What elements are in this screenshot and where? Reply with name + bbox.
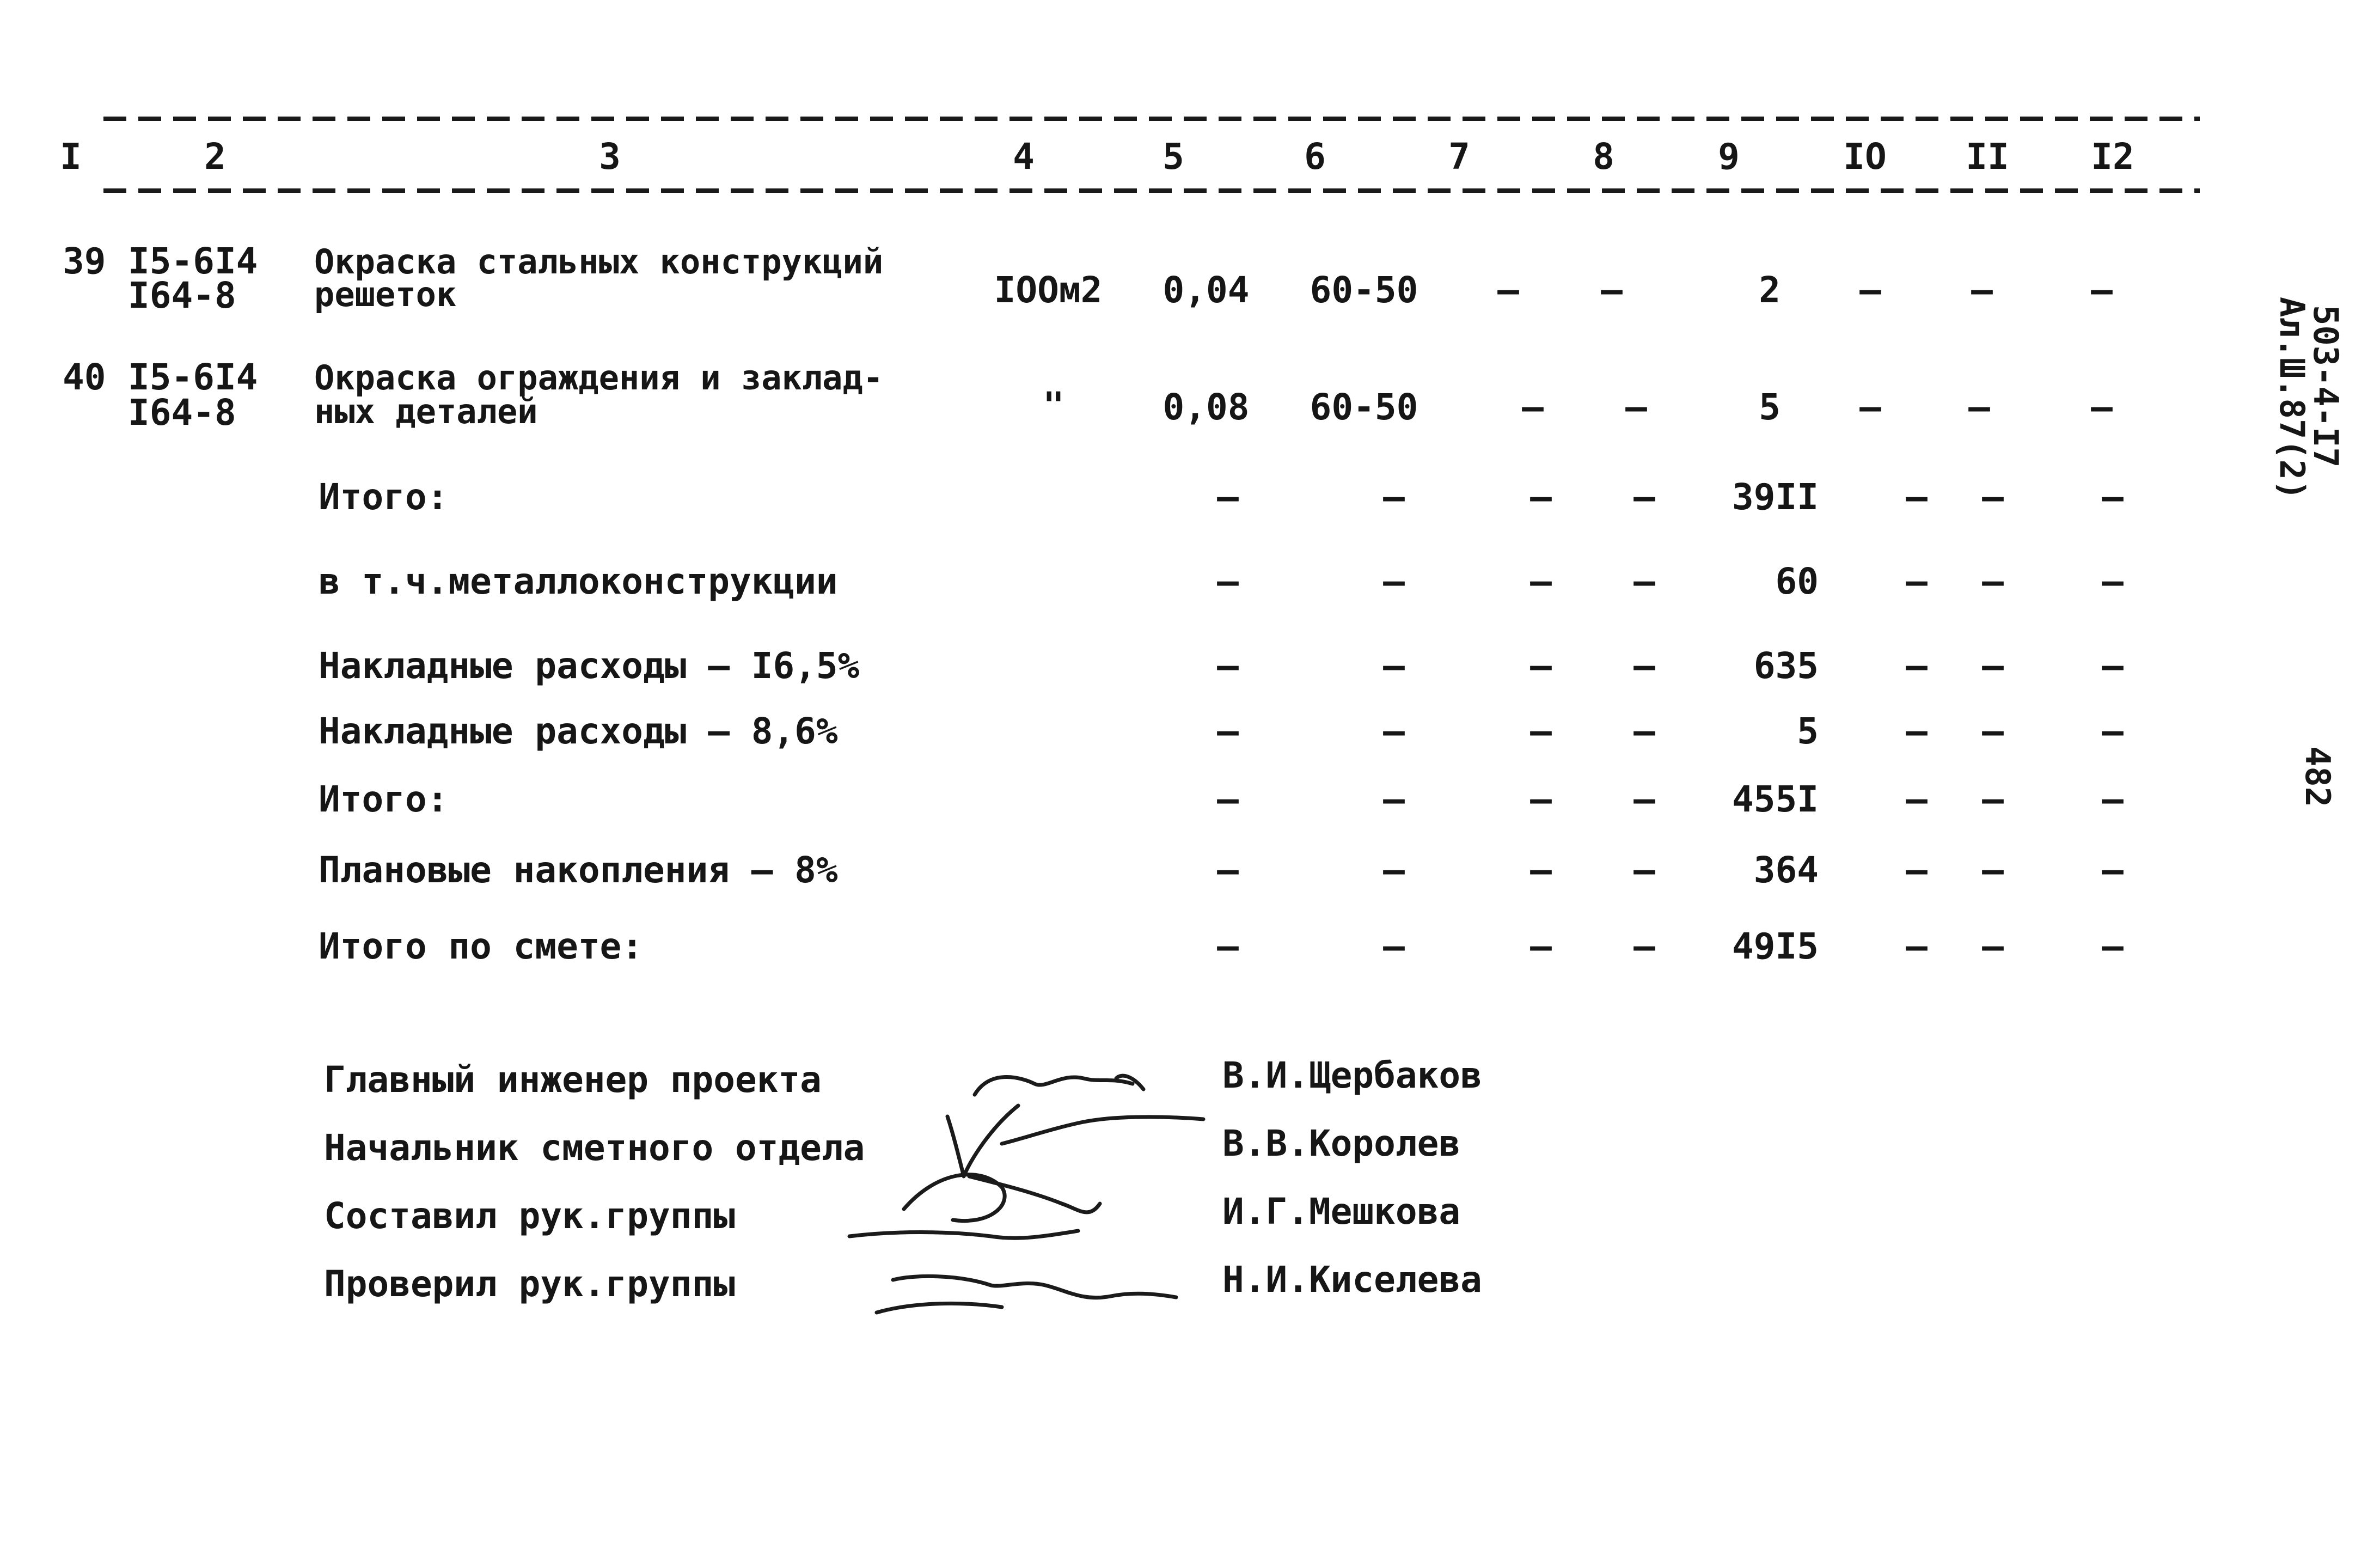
totals-c12: – (2102, 925, 2124, 967)
page-number: 482 (2298, 746, 2338, 807)
totals-c7: – (1530, 925, 1552, 967)
totals-c5: – (1217, 645, 1239, 687)
row-number: 40 (63, 356, 106, 398)
totals-c9: 455I (1732, 778, 1819, 820)
totals-c7: – (1530, 778, 1552, 820)
col-header-1: I (60, 136, 82, 178)
totals-c8: – (1633, 849, 1655, 891)
col-header-6: 6 (1304, 136, 1326, 178)
row-description: ных деталей (314, 392, 538, 431)
signature-name: В.В.Королев (1222, 1122, 1461, 1164)
row-col10: – (1859, 386, 1881, 428)
totals-c6: – (1383, 645, 1405, 687)
totals-c6: – (1383, 710, 1405, 752)
row-code: I5-6I4 (128, 240, 258, 282)
col-header-2: 2 (204, 136, 226, 178)
signature-role: Составил рук.группы (324, 1195, 735, 1237)
row-col12: – (2091, 386, 2113, 428)
document-code: 503-4-I7 (2306, 305, 2346, 468)
col-header-8: 8 (1593, 136, 1614, 178)
totals-c8: – (1633, 645, 1655, 687)
totals-c12: – (2102, 710, 2124, 752)
row-col8: – (1625, 386, 1647, 428)
totals-c6: – (1383, 925, 1405, 967)
totals-c11: – (1982, 778, 2004, 820)
col-header-10: IO (1843, 136, 1887, 178)
totals-c12: – (2102, 849, 2124, 891)
totals-c12: – (2102, 476, 2124, 518)
totals-c11: – (1982, 476, 2004, 518)
row-col7: – (1497, 269, 1519, 311)
row-col7: – (1522, 386, 1544, 428)
totals-c9: 635 (1753, 645, 1819, 687)
totals-label: Итого по смете: (319, 925, 644, 967)
totals-c10: – (1906, 849, 1928, 891)
col-header-9: 9 (1718, 136, 1740, 178)
totals-label: Плановые накопления – 8% (319, 849, 838, 891)
handwritten-signatures (828, 1046, 1209, 1351)
signature-role: Проверил рук.группы (324, 1263, 735, 1305)
totals-c8: – (1633, 778, 1655, 820)
totals-c12: – (2102, 560, 2124, 602)
row-col8: – (1601, 269, 1623, 311)
signature-role: Начальник сметного отдела (324, 1127, 865, 1169)
totals-c11: – (1982, 925, 2004, 967)
totals-label: Накладные расходы – 8,6% (319, 710, 838, 752)
totals-c11: – (1982, 849, 2004, 891)
totals-label: Накладные расходы – I6,5% (319, 645, 860, 687)
totals-label: в т.ч.металлоконструкции (319, 560, 838, 602)
album-reference: Ал.Ш.87(2) (2272, 297, 2312, 501)
row-unit: " (1043, 385, 1064, 426)
totals-c9: 60 (1775, 560, 1819, 602)
col-header-3: 3 (599, 136, 621, 178)
totals-c12: – (2102, 645, 2124, 687)
col-header-5: 5 (1163, 136, 1184, 178)
header-top-rule (103, 117, 2200, 121)
totals-label: Итого: (319, 476, 449, 518)
totals-c5: – (1217, 925, 1239, 967)
col-header-4: 4 (1013, 136, 1035, 178)
row-quantity: 0,08 (1163, 386, 1250, 428)
totals-c6: – (1383, 476, 1405, 518)
totals-c5: – (1217, 849, 1239, 891)
totals-c9: 49I5 (1732, 925, 1819, 967)
totals-c6: – (1383, 849, 1405, 891)
totals-c10: – (1906, 476, 1928, 518)
totals-c7: – (1530, 476, 1552, 518)
totals-c8: – (1633, 925, 1655, 967)
row-description: Окраска стальных конструкций (314, 242, 884, 282)
totals-c10: – (1906, 710, 1928, 752)
row-description: Окраска ограждения и заклад- (314, 358, 884, 398)
signature-name: Н.И.Киселева (1222, 1259, 1482, 1301)
totals-c6: – (1383, 778, 1405, 820)
col-header-11: II (1966, 136, 2009, 178)
totals-c7: – (1530, 560, 1552, 602)
totals-c10: – (1906, 645, 1928, 687)
totals-c5: – (1217, 710, 1239, 752)
totals-c7: – (1530, 645, 1552, 687)
totals-c5: – (1217, 560, 1239, 602)
totals-c5: – (1217, 476, 1239, 518)
totals-c12: – (2102, 778, 2124, 820)
totals-c8: – (1633, 476, 1655, 518)
row-norm: 60-50 (1310, 386, 1418, 428)
totals-c11: – (1982, 710, 2004, 752)
row-code: I64-8 (128, 274, 236, 316)
totals-c8: – (1633, 560, 1655, 602)
totals-c8: – (1633, 710, 1655, 752)
totals-c9: 364 (1753, 849, 1819, 891)
totals-c10: – (1906, 925, 1928, 967)
row-col9: 5 (1759, 386, 1781, 428)
totals-c7: – (1530, 710, 1552, 752)
totals-c9: 5 (1797, 710, 1819, 752)
col-header-12: I2 (2091, 136, 2134, 178)
row-col10: – (1859, 269, 1881, 311)
totals-c10: – (1906, 560, 1928, 602)
totals-c7: – (1530, 849, 1552, 891)
row-number: 39 (63, 240, 106, 282)
signature-name: И.Г.Мешкова (1222, 1191, 1461, 1232)
header-bottom-rule (103, 188, 2200, 193)
totals-c11: – (1982, 645, 2004, 687)
row-col9: 2 (1759, 269, 1781, 311)
row-unit: IOOм2 (994, 269, 1103, 311)
totals-c10: – (1906, 778, 1928, 820)
totals-c11: – (1982, 560, 2004, 602)
row-description: решеток (314, 274, 457, 314)
totals-c9: 39II (1732, 476, 1819, 518)
totals-label: Итого: (319, 778, 449, 820)
row-col11: – (1971, 269, 1993, 311)
signature-name: В.И.Щербаков (1222, 1054, 1482, 1096)
row-col11: – (1968, 386, 1990, 428)
row-code: I5-6I4 (128, 356, 258, 398)
row-code: I64-8 (128, 392, 236, 434)
col-header-7: 7 (1448, 136, 1470, 178)
row-col12: – (2091, 269, 2113, 311)
signature-role: Главный инженер проекта (324, 1059, 822, 1101)
totals-c5: – (1217, 778, 1239, 820)
row-quantity: 0,04 (1163, 269, 1250, 311)
totals-c6: – (1383, 560, 1405, 602)
row-norm: 60-50 (1310, 269, 1418, 311)
